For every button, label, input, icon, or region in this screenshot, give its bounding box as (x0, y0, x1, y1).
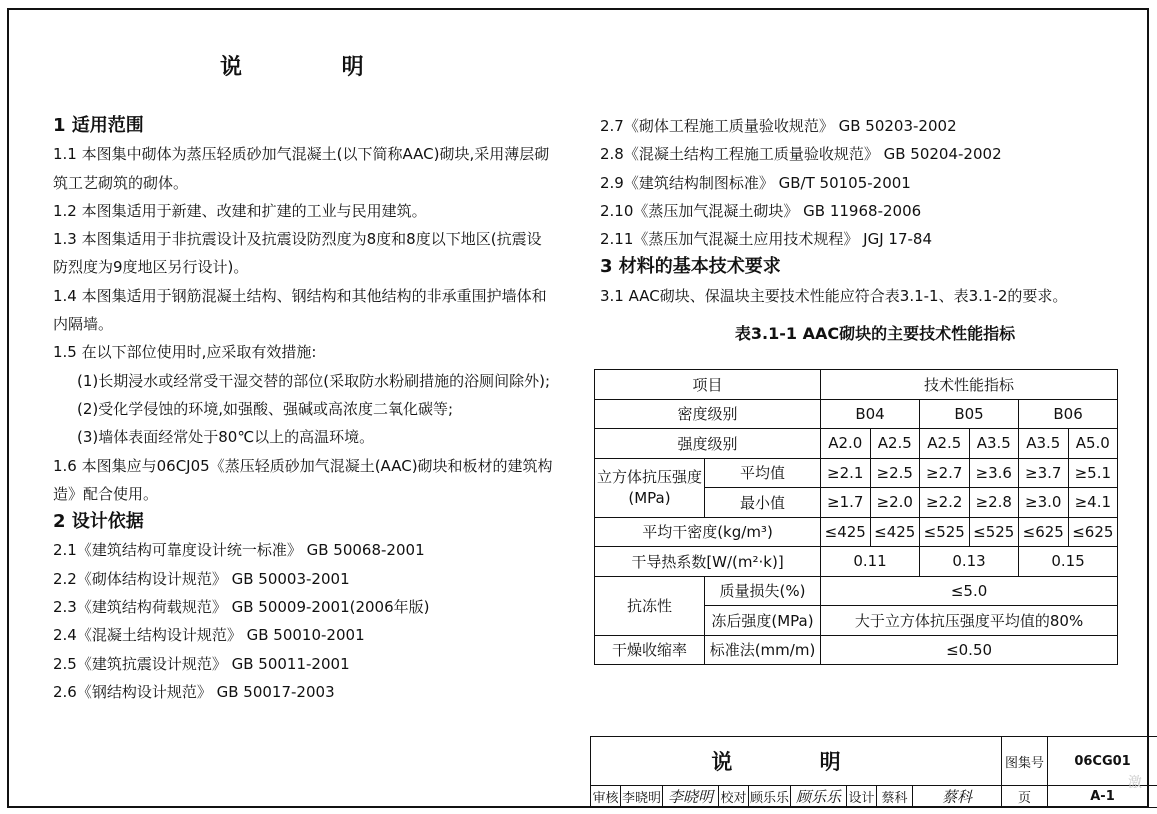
table-cell: 0.15 (1019, 547, 1118, 577)
check-label: 校对 (719, 786, 749, 808)
section-heading-2: 2 设计依据 (53, 511, 144, 533)
reviewer-name: 李晓明 (621, 786, 663, 808)
table-cell: ≥1.7 (821, 488, 871, 518)
table-cell: 大于立方体抗压强度平均值的80% (821, 606, 1118, 636)
ref-2-8: 2.8《混凝土结构工程施工质量验收规范》 GB 50204-2002 (600, 145, 1002, 164)
table-row (595, 429, 1118, 459)
row-label-frost: 抗冻性 (595, 576, 705, 635)
ref-2-7: 2.7《砌体工程施工质量验收规范》 GB 50203-2002 (600, 117, 957, 135)
checker-signature: 顾乐乐 (791, 786, 847, 808)
row-label-thermal: 干导热系数[W/(m²·k)] (595, 547, 821, 577)
table-row (595, 576, 1118, 606)
designer-signature: 蔡科 (913, 786, 1002, 808)
row-label-cube-strength (595, 458, 705, 517)
watermark: 激 (1128, 775, 1142, 791)
table-cell: ≤525 (920, 517, 970, 547)
table-cell: 0.11 (821, 547, 920, 577)
row-label-frost-strength: 冻后强度(MPa) (705, 606, 821, 636)
title-block (590, 736, 1157, 807)
para-1-4: 1.4 本图集适用于钢筋混凝土结构、钢结构和其他结构的非承重围护墙体和内隔墙。 (53, 286, 547, 334)
table-cell: B04 (821, 399, 920, 429)
right-column (600, 112, 1120, 354)
designer-name: 蔡科 (877, 786, 913, 808)
para-1-5-item-3: (3)墙体表面经常处于80℃以上的高温环境。 (77, 428, 375, 447)
table-row (595, 547, 1118, 577)
ref-2-6: 2.6《钢结构设计规范》 GB 50017-2003 (53, 682, 335, 701)
table-row (595, 635, 1118, 665)
table-cell: 0.13 (920, 547, 1019, 577)
ref-2-3: 2.3《建筑结构荷载规范》 GB 50009-2001(2006年版) (53, 598, 430, 617)
row-label-strength-grade: 强度级别 (595, 429, 821, 459)
left-column (53, 112, 553, 706)
table-cell: ≥2.0 (870, 488, 920, 518)
row-label-dry-density: 平均干密度(kg/m³) (595, 517, 821, 547)
review-label: 审核 (591, 786, 621, 808)
table-cell: ≥2.8 (969, 488, 1019, 518)
table-cell: ≥3.0 (1019, 488, 1069, 518)
para-3-1: 3.1 AAC砌块、保温块主要技术性能应符合表3.1-1、表3.1-2的要求。 (600, 286, 1068, 305)
table-cell: A2.0 (821, 429, 871, 459)
table-cell: ≥2.5 (870, 458, 920, 488)
table-cell: ≤0.50 (821, 635, 1118, 665)
aac-performance-table (594, 369, 1118, 665)
table-cell: A3.5 (1019, 429, 1069, 459)
table-cell: A2.5 (920, 429, 970, 459)
row-label-shrinkage: 干燥收缩率 (595, 635, 705, 665)
table-cell: ≥2.7 (920, 458, 970, 488)
cube-strength-label: 立方体抗压强度 (596, 467, 702, 486)
para-1-2: 1.2 本图集适用于新建、改建和扩建的工业与民用建筑。 (53, 201, 427, 220)
ref-2-1: 2.1《建筑结构可靠度设计统一标准》 GB 50068-2001 (53, 541, 425, 560)
checker-name: 顾乐乐 (749, 786, 791, 808)
ref-2-5: 2.5《建筑抗震设计规范》 GB 50011-2001 (53, 654, 350, 673)
table-cell: A3.5 (969, 429, 1019, 459)
reviewer-signature: 李晓明 (663, 786, 719, 808)
title-block-table (590, 736, 1157, 808)
table-cell: ≥2.2 (920, 488, 970, 518)
table-header-item: 项目 (595, 370, 821, 400)
para-1-5: 1.5 在以下部位使用时,应采取有效措施: (53, 343, 317, 362)
table-header-spec: 技术性能指标 (821, 370, 1118, 400)
atlas-number: 06CG01 (1048, 737, 1157, 786)
table-cell: ≥4.1 (1068, 488, 1118, 518)
table-cell: ≤525 (969, 517, 1019, 547)
table-cell: ≥3.7 (1019, 458, 1069, 488)
table-cell: A2.5 (870, 429, 920, 459)
table-row (595, 517, 1118, 547)
ref-2-9: 2.9《建筑结构制图标准》 GB/T 50105-2001 (600, 173, 911, 192)
cube-strength-unit: (MPa) (628, 488, 671, 507)
table-cell: ≥5.1 (1068, 458, 1118, 488)
table-cell: ≤425 (870, 517, 920, 547)
page-title: 说 明 (220, 55, 410, 80)
table-row (595, 370, 1118, 400)
section-heading-1: 1 适用范围 (53, 115, 144, 136)
para-1-5-item-1: (1)长期浸水或经常受干湿交替的部位(采取防水粉刷措施的浴厕间除外); (77, 371, 551, 390)
title-block-title: 说 明 (591, 737, 1002, 786)
table-row (595, 399, 1118, 429)
table-cell: ≥2.1 (821, 458, 871, 488)
table-cell: ≤625 (1068, 517, 1118, 547)
table-row (595, 458, 1118, 488)
para-1-6: 1.6 本图集应与06CJ05《蒸压轻质砂加气混凝土(AAC)砌块和板材的建筑构造》配合使用。 (53, 456, 553, 503)
page-label: 页 (1002, 786, 1048, 808)
ref-2-10: 2.10《蒸压加气混凝土砌块》 GB 11968-2006 (600, 201, 922, 220)
title-block-row (591, 786, 1157, 808)
table-caption: 表3.1-1 AAC砌块的主要技术性能指标 (734, 324, 1016, 344)
section-heading-3: 3 材料的基本技术要求 (600, 256, 781, 278)
para-1-1: 1.1 本图集中砌体为蒸压轻质砂加气混凝土(以下简称AAC)砌块,采用薄层砌筑工艺砌筑的砌体。 (53, 145, 550, 192)
page-number: A-1 (1048, 786, 1157, 808)
table-cell: B06 (1019, 399, 1118, 429)
table-cell: ≤5.0 (821, 576, 1118, 606)
table-cell: A5.0 (1068, 429, 1118, 459)
row-label-minimum: 最小值 (705, 488, 821, 518)
table-cell: B05 (920, 399, 1019, 429)
ref-2-2: 2.2《砌体结构设计规范》 GB 50003-2001 (53, 569, 350, 588)
table-cell: ≤625 (1019, 517, 1069, 547)
title-block-row (591, 737, 1157, 786)
row-label-shrink-method: 标准法(mm/m) (705, 635, 821, 665)
para-1-5-item-2: (2)受化学侵蚀的环境,如强酸、强碱或高浓度二氧化碳等; (77, 399, 454, 418)
design-label: 设计 (847, 786, 877, 808)
ref-2-11: 2.11《蒸压加气混凝土应用技术规程》 JGJ 17-84 (600, 230, 932, 249)
atlas-number-label: 图集号 (1002, 737, 1048, 786)
row-label-density-grade: 密度级别 (595, 399, 821, 429)
para-1-3: 1.3 本图集适用于非抗震设计及抗震设防烈度为8度和8度以下地区(抗震设防烈度为9度地区另行设计)。 (53, 230, 542, 277)
ref-2-4: 2.4《混凝土结构设计规范》 GB 50010-2001 (53, 626, 365, 645)
row-label-average: 平均值 (705, 458, 821, 488)
table-cell: ≤425 (821, 517, 871, 547)
row-label-mass-loss: 质量损失(%) (705, 576, 821, 606)
table-cell: ≥3.6 (969, 458, 1019, 488)
